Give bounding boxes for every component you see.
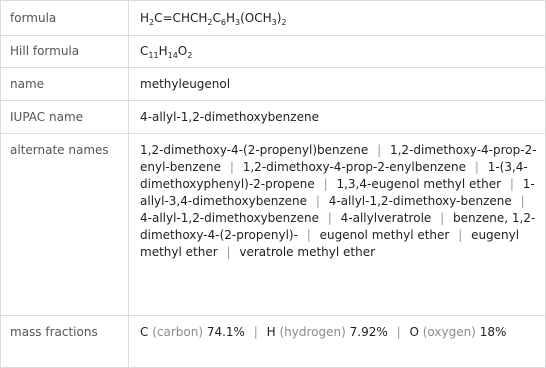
row-label: Hill formula [1, 36, 129, 67]
separator: | [323, 177, 328, 191]
separator: | [377, 143, 382, 157]
separator: | [458, 228, 463, 242]
formula-text: C [212, 11, 221, 25]
alternate-name: 1-(3,4-dimethoxyphenyl)-2-propene [140, 160, 528, 191]
alternate-name: 4-allyl-1,2-dimethoxy-benzene [328, 194, 512, 208]
formula-subscript: 2 [207, 18, 213, 27]
mass-fraction-item [267, 325, 388, 339]
separator: | [253, 325, 258, 339]
alternate-name: 4-allyl-1,2-dimethoxybenzene [140, 211, 319, 225]
row-label: name [1, 68, 129, 100]
row-formula [1, 1, 545, 36]
element-symbol: O [409, 325, 423, 339]
separator: | [509, 177, 514, 191]
mass-fraction-item [140, 325, 245, 339]
formula-subscript: 11 [148, 51, 159, 60]
element-fraction: 7.92% [345, 325, 388, 339]
alternate-name: 1,2-dimethoxy-4-(2-propenyl)benzene [140, 143, 369, 157]
element-symbol: H [266, 325, 280, 339]
formula-text: O [177, 44, 188, 58]
separator: | [520, 194, 525, 208]
row-hill-formula [1, 36, 545, 68]
separator: | [396, 325, 401, 339]
formula-text: H [225, 11, 235, 25]
separator: | [327, 211, 332, 225]
formula-text: H [140, 11, 150, 25]
formula-subscript: 2 [281, 18, 287, 27]
row-iupac-name [1, 101, 545, 134]
alternate-name: 1,2-dimethoxy-4-prop-2-enylbenzene [242, 160, 466, 174]
mass-fraction-item [409, 325, 506, 339]
row-label: IUPAC name [1, 101, 129, 133]
alternate-name: eugenyl methyl ether [140, 228, 520, 259]
separator: | [474, 160, 479, 174]
hill-formula-value [129, 36, 545, 60]
formula-text: H [158, 44, 168, 58]
formula-text: C [140, 44, 149, 58]
alternate-names-value [129, 134, 545, 261]
name-value: methyleugenol [140, 77, 231, 91]
element-name: (hydrogen) [279, 325, 346, 339]
row-label: mass fractions [1, 316, 129, 367]
formula-subscript: 6 [220, 18, 226, 27]
element-symbol: C [140, 325, 153, 339]
alternate-name: 1,2-dimethoxy-4-prop-2-enyl-benzene [140, 143, 537, 174]
formula-value [129, 1, 545, 27]
element-fraction: 18% [475, 325, 507, 339]
separator: | [440, 211, 445, 225]
formula-subscript: 14 [167, 51, 178, 60]
row-label: alternate names [1, 134, 129, 315]
element-name: (oxygen) [422, 325, 476, 339]
formula-subscript: 3 [271, 18, 277, 27]
iupac-value: 4-allyl-1,2-dimethoxybenzene [140, 110, 319, 124]
formula-subscript: 2 [187, 51, 193, 60]
alternate-name: veratrole methyl ether [239, 245, 376, 259]
row-alternate-names [1, 134, 545, 316]
row-name [1, 68, 545, 101]
element-name: (carbon) [152, 325, 204, 339]
formula-subscript: 2 [149, 18, 155, 27]
alternate-name: 4-allylveratrole [340, 211, 432, 225]
separator: | [306, 228, 311, 242]
separator: | [315, 194, 320, 208]
alternate-name: 1-allyl-3,4-dimethoxybenzene [140, 177, 535, 208]
separator: | [229, 160, 234, 174]
row-label: formula [1, 1, 129, 35]
formula-text: ) [276, 11, 282, 25]
mass-fractions-value [129, 316, 545, 341]
alternate-name: benzene, 1,2-dimethoxy-4-(2-propenyl)- [140, 211, 536, 242]
alternate-name: 1,3,4-eugenol methyl ether [336, 177, 502, 191]
formula-text: C=CHCH [154, 11, 208, 25]
formula-subscript: 3 [234, 18, 241, 27]
row-mass-fractions [1, 316, 545, 367]
alternate-name: eugenol methyl ether [319, 228, 450, 242]
element-fraction: 74.1% [203, 325, 245, 339]
separator: | [226, 245, 231, 259]
formula-text: (OCH [240, 11, 272, 25]
